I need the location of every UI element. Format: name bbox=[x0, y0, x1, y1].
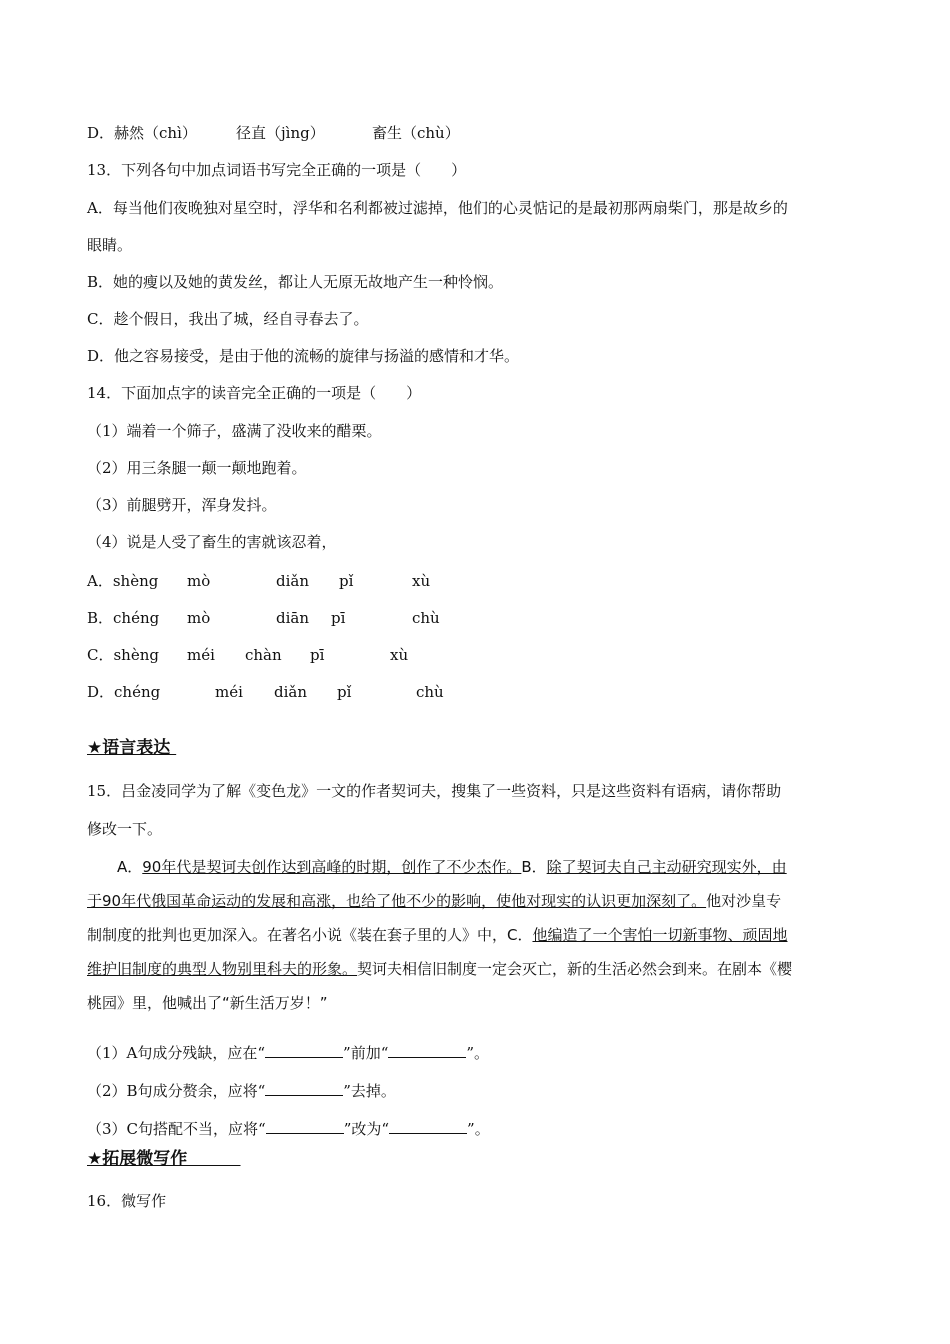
q15-label-b: B． bbox=[521, 858, 547, 876]
q14-option-a-c3: diǎn bbox=[276, 572, 310, 590]
q15-passage-text-3: 制制度的批判也更加深入。在著名小说《装在套子里的人》中，C． bbox=[87, 926, 533, 944]
q13-option-b: B．她的瘦以及她的黄发丝，都让人无原无故地产生一种怜悯。 bbox=[87, 273, 504, 291]
q15-sub1-text-b: ”前加“ bbox=[343, 1044, 389, 1062]
q14-option-a-c5: xù bbox=[412, 572, 431, 590]
q14-option-b-c5: chù bbox=[412, 609, 440, 627]
q12-d-word1: D．赫然（chì） bbox=[87, 124, 197, 142]
q14-option-c-label: C．shèng bbox=[87, 646, 159, 664]
q14-option-d-c3: diǎn bbox=[274, 683, 308, 701]
q14-option-c-c5: xù bbox=[390, 646, 409, 664]
q12-option-d bbox=[87, 122, 197, 144]
q14-option-d-c2: méi bbox=[215, 683, 243, 701]
q15-sub2-blank-1[interactable] bbox=[265, 1081, 343, 1096]
q15-sub1-text-c: ”。 bbox=[466, 1044, 490, 1062]
q14-sentence-3: （3）前腿劈开，浑身发抖。 bbox=[87, 496, 277, 514]
q15-label-a: A． bbox=[117, 858, 143, 876]
q13-option-d: D．他之容易接受，是由于他的流畅的旋律与扬溢的感情和才华。 bbox=[87, 347, 520, 365]
q15-sentence-c-part1: 他编造了一个害怕一切新事物、顽固地 bbox=[532, 926, 788, 944]
q15-sub-question-3 bbox=[87, 1118, 490, 1140]
q15-passage-text-4: 契诃夫相信旧制度一定会灭亡，新的生活必然会到来。在剧本《樱 bbox=[357, 960, 793, 978]
q15-sub1-blank-1[interactable] bbox=[265, 1043, 343, 1058]
q15-sub2-text-b: ”去掉。 bbox=[343, 1082, 396, 1100]
q14-option-b-c4: pī bbox=[331, 609, 346, 627]
q12-d-word2: 径直（jìng） bbox=[236, 124, 325, 142]
q16-stem: 16．微写作 bbox=[87, 1192, 167, 1210]
q14-option-b-c3: diān bbox=[276, 609, 310, 627]
q15-passage-line1 bbox=[117, 850, 897, 884]
q14-option-a-c4: pǐ bbox=[339, 572, 354, 590]
q13-stem: 13．下列各句中加点词语书写完全正确的一项是（ ） bbox=[87, 161, 467, 179]
q15-passage-text-2: 他对沙皇专 bbox=[706, 892, 782, 910]
q15-sentence-c-part2: 维护旧制度的典型人物别里科夫的形象。 bbox=[87, 960, 358, 978]
q15-passage-line3 bbox=[87, 918, 867, 952]
q14-stem: 14．下面加点字的读音完全正确的一项是（ ） bbox=[87, 384, 422, 402]
section-heading-language: ★语言表达 bbox=[87, 738, 177, 758]
q15-sentence-b-part1: 除了契诃夫自己主动研究现实外，由 bbox=[546, 858, 787, 876]
q14-option-b-c2: mò bbox=[187, 609, 211, 627]
q14-sentence-2: （2）用三条腿一颠一颠地跑着。 bbox=[87, 459, 307, 477]
q15-sub3-text-a: （3）C句搭配不当，应将“ bbox=[87, 1120, 266, 1138]
q15-sub3-blank-1[interactable] bbox=[266, 1119, 344, 1134]
q14-option-b-label: B．chéng bbox=[87, 609, 160, 627]
q15-sub1-blank-2[interactable] bbox=[388, 1043, 466, 1058]
q15-sub3-text-c: ”。 bbox=[467, 1120, 490, 1138]
q12-d-word3: 畜生（chù） bbox=[372, 124, 460, 142]
q15-sub2-text-a: （2）B句成分赘余，应将“ bbox=[87, 1082, 266, 1100]
q14-option-c-c3: chàn bbox=[245, 646, 282, 664]
q15-stem-line1: 15．吕金凌同学为了解《变色龙》一文的作者契诃夫，搜集了一些资料，只是这些资料有语病，请你帮助 bbox=[87, 782, 782, 800]
q14-option-d-c5: chù bbox=[416, 683, 444, 701]
q14-option-c-c4: pī bbox=[310, 646, 325, 664]
q15-sentence-a: 90年代是契诃夫创作达到高峰的时期，创作了不少杰作。 bbox=[142, 858, 522, 876]
q15-sub-question-2 bbox=[87, 1080, 396, 1102]
q13-option-c: C．趁个假日，我出了城，经自寻春去了。 bbox=[87, 310, 369, 328]
q15-sub3-blank-2[interactable] bbox=[389, 1119, 467, 1134]
q14-option-d-c4: pǐ bbox=[337, 683, 352, 701]
q15-sub3-text-b: ”改为“ bbox=[343, 1120, 390, 1138]
q14-option-a-label: A．shèng bbox=[87, 572, 159, 590]
q15-stem-line2: 修改一下。 bbox=[87, 820, 163, 838]
q15-passage-line5: 桃园》里，他喊出了“新生活万岁！” bbox=[87, 994, 328, 1012]
q14-option-a-c2: mò bbox=[187, 572, 211, 590]
q14-sentence-4: （4）说是人受了畜生的害就该忍着， bbox=[87, 533, 337, 551]
q14-sentence-1: （1）端着一个筛子，盛满了没收来的醋栗。 bbox=[87, 422, 382, 440]
q13-option-a-line2: 眼睛。 bbox=[87, 236, 133, 254]
q14-option-d-label: D．chéng bbox=[87, 683, 161, 701]
q14-option-c-c2: méi bbox=[187, 646, 215, 664]
q13-option-a-line1: A．每当他们夜晚独对星空时，浮华和名利都被过滤掉，他们的心灵惦记的是最初那两扇柴门，那是故乡的 bbox=[87, 199, 788, 217]
q15-passage-line4 bbox=[87, 952, 867, 986]
q15-sub-question-1 bbox=[87, 1042, 489, 1064]
q15-passage-line2 bbox=[87, 884, 867, 918]
section-heading-writing: ★拓展微写作 bbox=[87, 1149, 241, 1169]
q15-sentence-b-part2: 于90年代俄国革命运动的发展和高涨，也给了他不少的影响，使他对现实的认识更加深刻了。 bbox=[87, 892, 707, 910]
q15-sub1-text-a: （1）A句成分残缺，应在“ bbox=[87, 1044, 266, 1062]
